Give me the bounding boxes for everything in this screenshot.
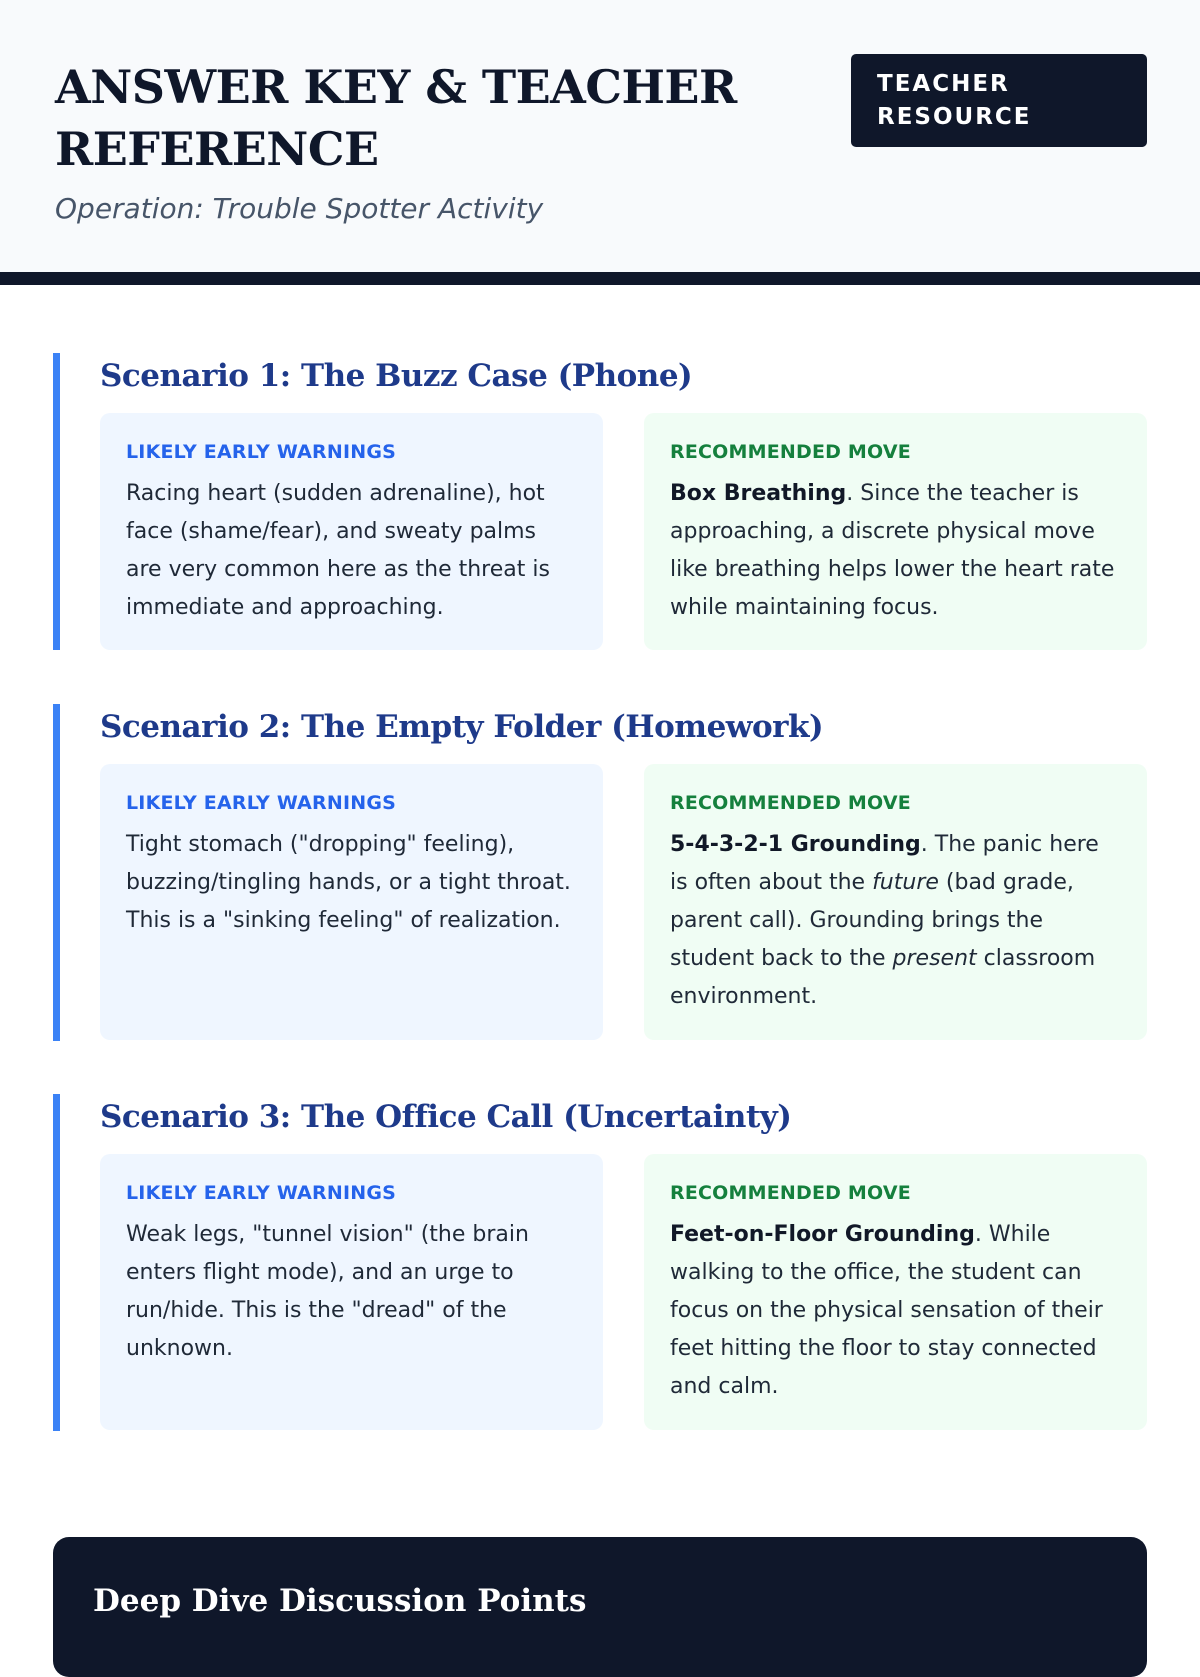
move-name: Box Breathing: [670, 481, 847, 506]
early-warnings-card: [100, 413, 603, 650]
move-description: . While walking to the office, the student can focus on the physical sensation of their feet hitting the floor to stay connected and calm.: [670, 1222, 1103, 1399]
early-warnings-label: LIKELY EARLY WARNINGS: [126, 1182, 397, 1204]
recommended-move-text: [670, 1216, 1121, 1406]
recommended-move-label: RECOMMENDED MOVE: [670, 441, 911, 463]
recommended-move-card: [644, 413, 1147, 650]
early-warnings-label: LIKELY EARLY WARNINGS: [126, 792, 397, 814]
discussion-title: Deep Dive Discussion Points: [93, 1583, 587, 1619]
scenario-1: [53, 353, 1147, 650]
scenario-2: [53, 704, 1147, 1041]
early-warnings-text: Tight stomach ("dropping" feeling), buzzing/tingling hands, or a tight throat. This is a "sinking feeling" of realization.: [126, 832, 571, 933]
scenario-title: Scenario 2: The Empty Folder (Homework): [100, 709, 824, 745]
move-name: Feet-on-Floor Grounding: [670, 1222, 975, 1247]
move-description: (bad grade, parent call). Grounding brings the student back to the: [670, 870, 1074, 971]
early-warnings-card: [100, 1154, 603, 1430]
page-title: ANSWER KEY & TEACHER REFERENCE: [55, 60, 737, 176]
move-description: . The panic here is often about the: [670, 832, 1099, 895]
move-emphasis-future: future: [872, 870, 939, 895]
discussion-section: [53, 1537, 1147, 1677]
recommended-move-card: [644, 1154, 1147, 1430]
page-subtitle: Operation: Trouble Spotter Activity: [55, 192, 544, 225]
recommended-move-label: RECOMMENDED MOVE: [670, 792, 911, 814]
early-warnings-text: Racing heart (sudden adrenaline), hot face (shame/fear), and sweaty palms are very common here as the threat is immediate and approaching.: [126, 481, 550, 620]
page-header: [0, 0, 1200, 285]
teacher-resource-badge: TEACHER RESOURCE: [851, 54, 1147, 147]
move-emphasis-present: present: [892, 946, 977, 971]
move-description: classroom environment.: [670, 946, 1096, 1009]
early-warnings-label: LIKELY EARLY WARNINGS: [126, 441, 397, 463]
scenario-title: Scenario 3: The Office Call (Uncertainty): [100, 1099, 792, 1135]
recommended-move-label: RECOMMENDED MOVE: [670, 1182, 911, 1204]
recommended-move-card: [644, 764, 1147, 1040]
scenario-title: Scenario 1: The Buzz Case (Phone): [100, 358, 693, 394]
recommended-move-text: [670, 826, 1121, 1016]
move-name: 5-4-3-2-1 Grounding: [670, 832, 921, 857]
scenario-3: [53, 1094, 1147, 1431]
early-warnings-text: Weak legs, "tunnel vision" (the brain enters flight mode), and an urge to run/hide. This is the "dread" of the unknown.: [126, 1222, 529, 1361]
early-warnings-card: [100, 764, 603, 1040]
move-description: . Since the teacher is approaching, a discrete physical move like breathing helps lower the heart rate while maintaining focus.: [670, 481, 1115, 620]
recommended-move-text: [670, 475, 1121, 627]
